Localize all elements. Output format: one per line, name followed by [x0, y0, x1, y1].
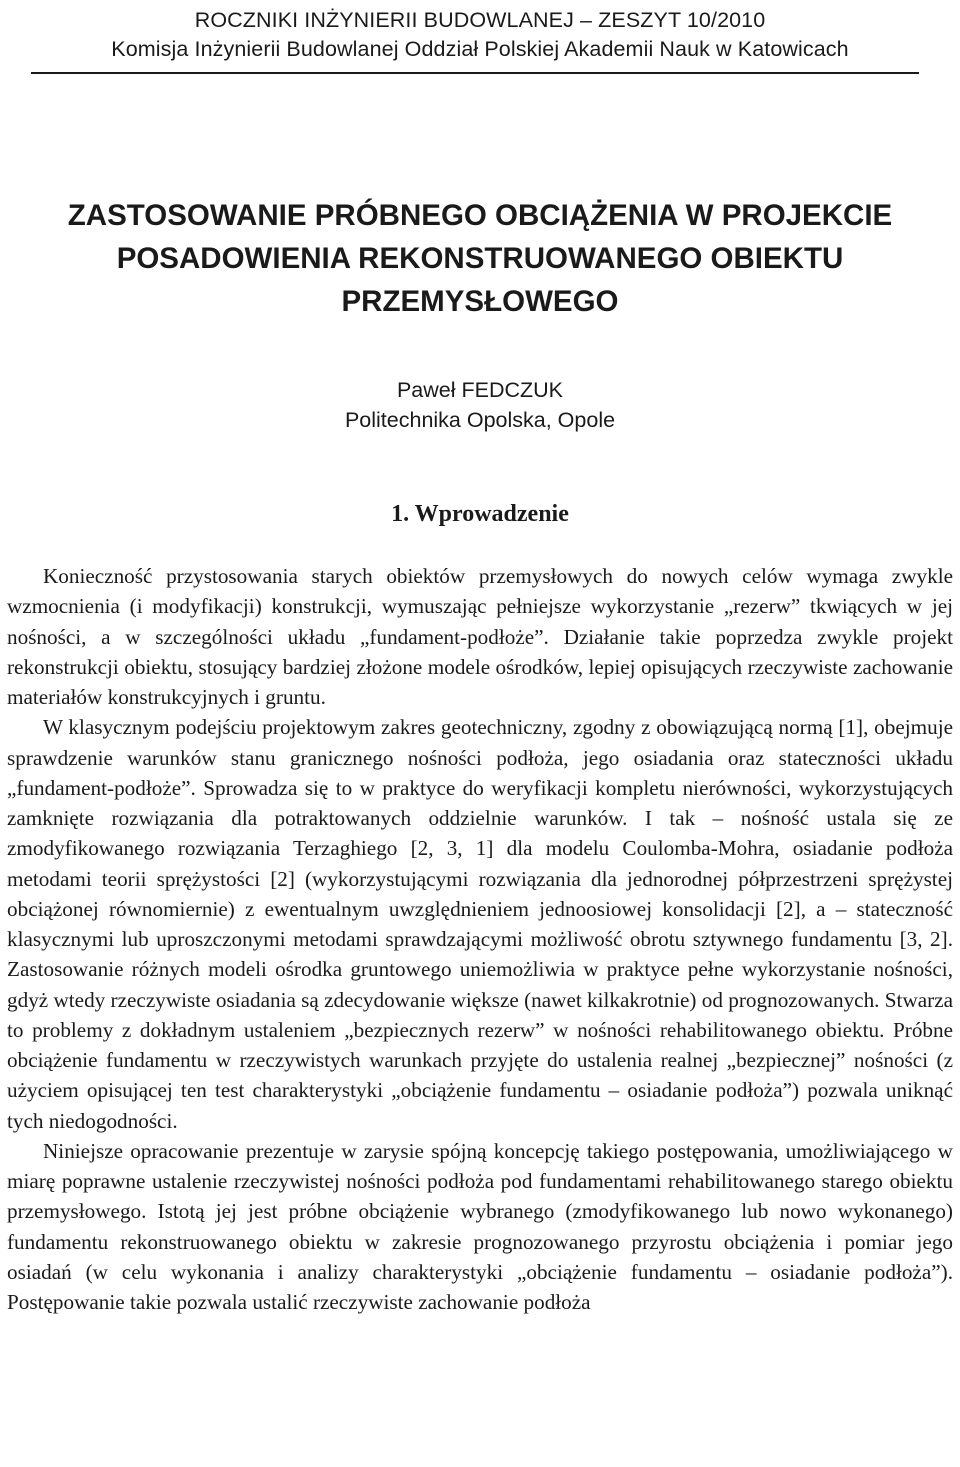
author-name: Paweł FEDCZUK [396, 378, 564, 402]
journal-header [7, 0, 953, 74]
paragraph-2: W klasycznym podejściu projektowym zakres geotechniczny, zgodny z obowiązującą normą [1], obejmuje sprawdzenie warunków stanu granicznego nośności podłoża, jego osiadania oraz stateczności układu „fundament-podłoże”. Sprowadza się to w praktyce do weryfikacji kompletu nierówności, wykorzystujących zamknięte rozwiązania dla potraktowanych oddzielnie warunków. I tak – nośność ustala się ze zmodyfikowanego rozwiązania Terzaghiego [2, 3, 1] dla modelu Coulomba-Mohra, osiadanie podłoża metodami teorii sprężystości [2] (wykorzystującymi rozwiązania dla jednorodnej półprzestrzeni sprężystej obciążonej równomiernie) z ewentualnym uwzględnieniem jednoosiowej konsolidacji [2], a – stateczność klasycznymi lub uproszczonymi metodami sprawdzającymi możliwość obrotu sztywnego fundamentu [3, 2]. Zastosowanie różnych modeli ośrodka gruntowego uniemożliwia w praktyce pełne wykorzystanie nośności, gdyż wtedy rzeczywiste osiadania są zdecydowanie większe (nawet kilkakrotnie) od prognozowanych. Stwarza to problemy z dokładnym ustaleniem „bezpiecznych rezerw” w nośności rehabilitowanego obiektu. Próbne obciążenie fundamentu w rzeczywistych warunkach przyjęte do ustalenia realnej „bezpiecznej” nośności (z użyciem opisującej ten test charakterystyki „obciążenie fundamentu – osiadanie podłoża”) pozwala uniknąć tych niedogodności. [7, 715, 954, 1133]
paper-title [7, 194, 953, 323]
section-body [7, 561, 953, 1317]
author-affiliation: Politechnika Opolska, Opole [344, 407, 616, 432]
paper-title-line-3: PRZEMYSŁOWEGO [341, 285, 619, 318]
paper-title-line-1: ZASTOSOWANIE PRÓBNEGO OBCIĄŻENIA W PROJEKCIE [67, 199, 893, 232]
author-block [7, 376, 953, 435]
paragraph-1: Konieczność przystosowania starych obiektów przemysłowych do nowych celów wymaga zwykle wzmocnienia (i modyfikacji) konstrukcji, wymuszając pełniejsze wykorzystanie „rezerw” tkwiących w jej nośności, a w szczególności układu „fundament-podłoże”. Działanie takie poprzedza zwykle projekt rekonstrukcji obiektu, stosujący bardziej złożone modele ośrodków, lepiej opisujących rzeczywiste zachowanie materiałów konstrukcyjnych i gruntu. [7, 564, 953, 709]
paper-title-line-2: POSADOWIENIA REKONSTRUOWANEGO OBIEKTU [116, 242, 844, 275]
header-divider [31, 72, 919, 74]
journal-publisher: Komisja Inżynierii Budowlanej Oddział Polskiej Akademii Nauk w Katowicach [111, 37, 849, 61]
section-heading: 1. Wprowadzenie [391, 501, 569, 527]
paragraph-3: Niniejsze opracowanie prezentuje w zarysie spójną koncepcję takiego postępowania, umożliwiającego w miarę poprawne ustalenie rzeczywistej nośności podłoża pod fundamentami rehabilitowanego starego obiektu przemysłowego. Istotą jej jest próbne obciążenie wybranego (zmodyfikowanego lub nowo wykonanego) fundamentu rekonstruowanego obiektu w zakresie prognozowanego przyrostu obciążenia i pomiar jego osiadań (w celu wykonania i analizy charakterystyki „obciążenie fundamentu – osiadanie podłoża”). Postępowanie takie pozwala ustalić rzeczywiste zachowanie podłoża [7, 1138, 953, 1314]
journal-title: ROCZNIKI INŻYNIERII BUDOWLANEJ – ZESZYT 10/2010 [194, 8, 766, 32]
